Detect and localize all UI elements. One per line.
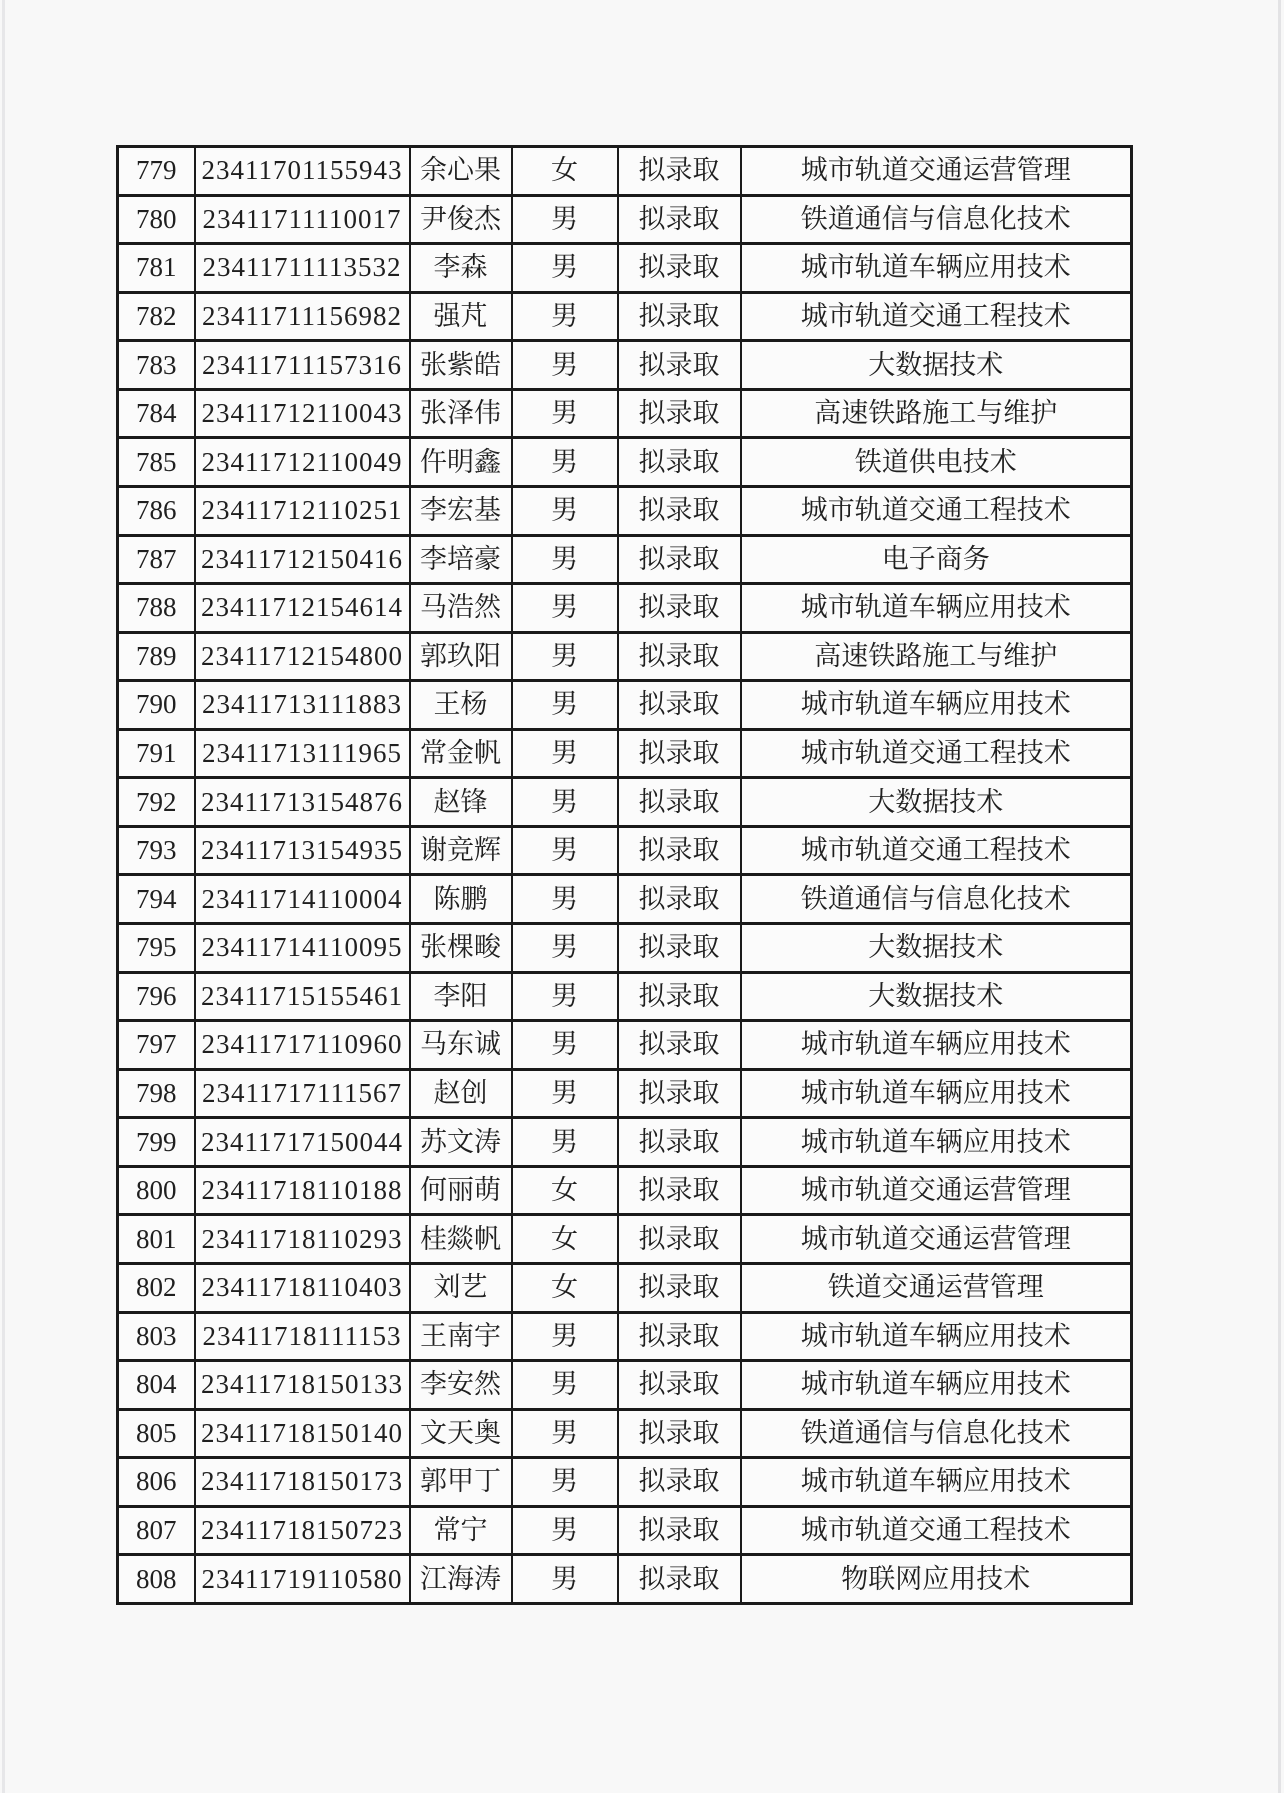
- gender-cell: 男: [512, 924, 618, 973]
- row-number-cell: 780: [118, 195, 195, 244]
- major-cell: 城市轨道交通工程技术: [741, 1506, 1132, 1555]
- table-row: [118, 1069, 1132, 1118]
- major-cell: 城市轨道交通工程技术: [741, 292, 1132, 341]
- major-cell: 铁道交通运营管理: [741, 1263, 1132, 1312]
- student-name-cell: 强芃: [410, 292, 512, 341]
- admission-status-cell: 拟录取: [618, 1215, 741, 1264]
- gender-cell: 男: [512, 1506, 618, 1555]
- admission-status-cell: 拟录取: [618, 535, 741, 584]
- major-cell: 城市轨道车辆应用技术: [741, 1312, 1132, 1361]
- admission-status-cell: 拟录取: [618, 486, 741, 535]
- admission-status-cell: 拟录取: [618, 1555, 741, 1604]
- exam-id-cell: 23411712110049: [195, 438, 410, 487]
- exam-id-cell: 23411712110251: [195, 486, 410, 535]
- gender-cell: 男: [512, 584, 618, 633]
- gender-cell: 男: [512, 1118, 618, 1167]
- admission-status-cell: 拟录取: [618, 924, 741, 973]
- admission-status-cell: 拟录取: [618, 1312, 741, 1361]
- row-number-cell: 802: [118, 1263, 195, 1312]
- student-name-cell: 李宏基: [410, 486, 512, 535]
- gender-cell: 男: [512, 875, 618, 924]
- gender-cell: 男: [512, 292, 618, 341]
- exam-id-cell: 23411718111153: [195, 1312, 410, 1361]
- exam-id-cell: 23411713111883: [195, 681, 410, 730]
- gender-cell: 男: [512, 729, 618, 778]
- student-name-cell: 马东诚: [410, 1021, 512, 1070]
- major-cell: 铁道供电技术: [741, 438, 1132, 487]
- major-cell: 大数据技术: [741, 341, 1132, 390]
- major-cell: 铁道通信与信息化技术: [741, 195, 1132, 244]
- admission-status-cell: 拟录取: [618, 1069, 741, 1118]
- table-row: [118, 292, 1132, 341]
- major-cell: 城市轨道交通工程技术: [741, 729, 1132, 778]
- major-cell: 城市轨道车辆应用技术: [741, 1361, 1132, 1410]
- exam-id-cell: 23411711113532: [195, 244, 410, 293]
- admission-status-cell: 拟录取: [618, 729, 741, 778]
- admission-status-cell: 拟录取: [618, 875, 741, 924]
- exam-id-cell: 23411718110188: [195, 1166, 410, 1215]
- exam-id-cell: 23411715155461: [195, 972, 410, 1021]
- major-cell: 城市轨道交通运营管理: [741, 1166, 1132, 1215]
- gender-cell: 男: [512, 1069, 618, 1118]
- admission-status-cell: 拟录取: [618, 1361, 741, 1410]
- table-row: [118, 195, 1132, 244]
- admission-status-cell: 拟录取: [618, 1409, 741, 1458]
- admission-status-cell: 拟录取: [618, 438, 741, 487]
- major-cell: 城市轨道车辆应用技术: [741, 1021, 1132, 1070]
- major-cell: 铁道通信与信息化技术: [741, 875, 1132, 924]
- student-name-cell: 张泽伟: [410, 389, 512, 438]
- row-number-cell: 789: [118, 632, 195, 681]
- gender-cell: 女: [512, 1263, 618, 1312]
- table-row: [118, 729, 1132, 778]
- admission-status-cell: 拟录取: [618, 389, 741, 438]
- exam-id-cell: 23411719110580: [195, 1555, 410, 1604]
- table-row: [118, 486, 1132, 535]
- gender-cell: 男: [512, 244, 618, 293]
- student-name-cell: 仵明鑫: [410, 438, 512, 487]
- row-number-cell: 792: [118, 778, 195, 827]
- gender-cell: 女: [512, 1215, 618, 1264]
- student-name-cell: 常宁: [410, 1506, 512, 1555]
- exam-id-cell: 23411717111567: [195, 1069, 410, 1118]
- admission-status-cell: 拟录取: [618, 681, 741, 730]
- scan-right-edge: [1278, 0, 1281, 1793]
- row-number-cell: 801: [118, 1215, 195, 1264]
- student-name-cell: 马浩然: [410, 584, 512, 633]
- table-row: [118, 1458, 1132, 1507]
- admission-status-cell: 拟录取: [618, 972, 741, 1021]
- row-number-cell: 805: [118, 1409, 195, 1458]
- exam-id-cell: 23411718150723: [195, 1506, 410, 1555]
- student-name-cell: 江海涛: [410, 1555, 512, 1604]
- student-name-cell: 李安然: [410, 1361, 512, 1410]
- admission-status-cell: 拟录取: [618, 1021, 741, 1070]
- exam-id-cell: 23411718150133: [195, 1361, 410, 1410]
- table-row: [118, 924, 1132, 973]
- row-number-cell: 806: [118, 1458, 195, 1507]
- gender-cell: 男: [512, 826, 618, 875]
- table-row: [118, 438, 1132, 487]
- row-number-cell: 794: [118, 875, 195, 924]
- admission-status-cell: 拟录取: [618, 778, 741, 827]
- major-cell: 大数据技术: [741, 972, 1132, 1021]
- student-name-cell: 赵锋: [410, 778, 512, 827]
- table-row: [118, 1021, 1132, 1070]
- table-row: [118, 1506, 1132, 1555]
- gender-cell: 男: [512, 681, 618, 730]
- exam-id-cell: 23411717110960: [195, 1021, 410, 1070]
- student-name-cell: 何丽萌: [410, 1166, 512, 1215]
- gender-cell: 男: [512, 1409, 618, 1458]
- admission-status-cell: 拟录取: [618, 584, 741, 633]
- exam-id-cell: 23411712150416: [195, 535, 410, 584]
- row-number-cell: 799: [118, 1118, 195, 1167]
- admission-status-cell: 拟录取: [618, 1118, 741, 1167]
- row-number-cell: 804: [118, 1361, 195, 1410]
- gender-cell: 男: [512, 1458, 618, 1507]
- gender-cell: 女: [512, 147, 618, 196]
- admission-status-cell: 拟录取: [618, 147, 741, 196]
- row-number-cell: 784: [118, 389, 195, 438]
- table-row: [118, 1166, 1132, 1215]
- admission-status-cell: 拟录取: [618, 1506, 741, 1555]
- row-number-cell: 791: [118, 729, 195, 778]
- major-cell: 电子商务: [741, 535, 1132, 584]
- gender-cell: 男: [512, 1555, 618, 1604]
- admission-status-cell: 拟录取: [618, 1166, 741, 1215]
- table-row: [118, 1215, 1132, 1264]
- row-number-cell: 783: [118, 341, 195, 390]
- row-number-cell: 788: [118, 584, 195, 633]
- admission-roster-body: [118, 147, 1132, 1604]
- table-row: [118, 535, 1132, 584]
- gender-cell: 男: [512, 389, 618, 438]
- admission-status-cell: 拟录取: [618, 292, 741, 341]
- student-name-cell: 郭玖阳: [410, 632, 512, 681]
- admission-status-cell: 拟录取: [618, 826, 741, 875]
- row-number-cell: 796: [118, 972, 195, 1021]
- table-row: [118, 1409, 1132, 1458]
- row-number-cell: 782: [118, 292, 195, 341]
- student-name-cell: 王杨: [410, 681, 512, 730]
- table-row: [118, 972, 1132, 1021]
- table-row: [118, 1361, 1132, 1410]
- major-cell: 大数据技术: [741, 924, 1132, 973]
- major-cell: 城市轨道车辆应用技术: [741, 1458, 1132, 1507]
- exam-id-cell: 23411718150173: [195, 1458, 410, 1507]
- gender-cell: 男: [512, 972, 618, 1021]
- row-number-cell: 781: [118, 244, 195, 293]
- row-number-cell: 807: [118, 1506, 195, 1555]
- exam-id-cell: 23411718150140: [195, 1409, 410, 1458]
- student-name-cell: 李森: [410, 244, 512, 293]
- exam-id-cell: 23411712154614: [195, 584, 410, 633]
- exam-id-cell: 23411712110043: [195, 389, 410, 438]
- table-row: [118, 875, 1132, 924]
- major-cell: 高速铁路施工与维护: [741, 632, 1132, 681]
- gender-cell: 男: [512, 1021, 618, 1070]
- student-name-cell: 谢竞辉: [410, 826, 512, 875]
- major-cell: 城市轨道车辆应用技术: [741, 584, 1132, 633]
- exam-id-cell: 23411718110293: [195, 1215, 410, 1264]
- major-cell: 城市轨道交通运营管理: [741, 1215, 1132, 1264]
- student-name-cell: 郭甲丁: [410, 1458, 512, 1507]
- student-name-cell: 赵创: [410, 1069, 512, 1118]
- exam-id-cell: 23411713154876: [195, 778, 410, 827]
- row-number-cell: 790: [118, 681, 195, 730]
- student-name-cell: 李阳: [410, 972, 512, 1021]
- gender-cell: 男: [512, 632, 618, 681]
- major-cell: 城市轨道车辆应用技术: [741, 681, 1132, 730]
- admission-status-cell: 拟录取: [618, 341, 741, 390]
- student-name-cell: 陈鹏: [410, 875, 512, 924]
- row-number-cell: 785: [118, 438, 195, 487]
- major-cell: 高速铁路施工与维护: [741, 389, 1132, 438]
- student-name-cell: 李培豪: [410, 535, 512, 584]
- gender-cell: 男: [512, 195, 618, 244]
- gender-cell: 男: [512, 486, 618, 535]
- student-name-cell: 王南宇: [410, 1312, 512, 1361]
- gender-cell: 男: [512, 778, 618, 827]
- major-cell: 铁道通信与信息化技术: [741, 1409, 1132, 1458]
- table-row: [118, 147, 1132, 196]
- table-row: [118, 389, 1132, 438]
- row-number-cell: 803: [118, 1312, 195, 1361]
- admission-roster-table: [116, 145, 1133, 1605]
- exam-id-cell: 23411712154800: [195, 632, 410, 681]
- student-name-cell: 文天奥: [410, 1409, 512, 1458]
- major-cell: 城市轨道交通运营管理: [741, 147, 1132, 196]
- exam-id-cell: 23411711110017: [195, 195, 410, 244]
- table-row: [118, 632, 1132, 681]
- scan-left-edge: [2, 0, 5, 1793]
- student-name-cell: 余心果: [410, 147, 512, 196]
- student-name-cell: 桂燚帆: [410, 1215, 512, 1264]
- row-number-cell: 779: [118, 147, 195, 196]
- student-name-cell: 刘艺: [410, 1263, 512, 1312]
- table-row: [118, 1312, 1132, 1361]
- exam-id-cell: 23411713111965: [195, 729, 410, 778]
- gender-cell: 男: [512, 1312, 618, 1361]
- major-cell: 城市轨道交通工程技术: [741, 486, 1132, 535]
- gender-cell: 男: [512, 438, 618, 487]
- exam-id-cell: 23411714110095: [195, 924, 410, 973]
- exam-id-cell: 23411711156982: [195, 292, 410, 341]
- major-cell: 城市轨道车辆应用技术: [741, 1118, 1132, 1167]
- student-name-cell: 常金帆: [410, 729, 512, 778]
- admission-status-cell: 拟录取: [618, 1263, 741, 1312]
- gender-cell: 女: [512, 1166, 618, 1215]
- row-number-cell: 786: [118, 486, 195, 535]
- exam-id-cell: 23411717150044: [195, 1118, 410, 1167]
- table-row: [118, 826, 1132, 875]
- row-number-cell: 797: [118, 1021, 195, 1070]
- row-number-cell: 795: [118, 924, 195, 973]
- table-row: [118, 1118, 1132, 1167]
- row-number-cell: 798: [118, 1069, 195, 1118]
- major-cell: 城市轨道车辆应用技术: [741, 1069, 1132, 1118]
- admission-status-cell: 拟录取: [618, 244, 741, 293]
- row-number-cell: 800: [118, 1166, 195, 1215]
- exam-id-cell: 23411701155943: [195, 147, 410, 196]
- admission-status-cell: 拟录取: [618, 1458, 741, 1507]
- student-name-cell: 苏文涛: [410, 1118, 512, 1167]
- major-cell: 物联网应用技术: [741, 1555, 1132, 1604]
- gender-cell: 男: [512, 535, 618, 584]
- student-name-cell: 张紫皓: [410, 341, 512, 390]
- table-row: [118, 584, 1132, 633]
- gender-cell: 男: [512, 1361, 618, 1410]
- table-row: [118, 681, 1132, 730]
- table-row: [118, 341, 1132, 390]
- table-row: [118, 1555, 1132, 1604]
- row-number-cell: 793: [118, 826, 195, 875]
- exam-id-cell: 23411713154935: [195, 826, 410, 875]
- major-cell: 城市轨道交通工程技术: [741, 826, 1132, 875]
- major-cell: 城市轨道车辆应用技术: [741, 244, 1132, 293]
- exam-id-cell: 23411714110004: [195, 875, 410, 924]
- major-cell: 大数据技术: [741, 778, 1132, 827]
- admission-status-cell: 拟录取: [618, 195, 741, 244]
- table-row: [118, 1263, 1132, 1312]
- student-name-cell: 尹俊杰: [410, 195, 512, 244]
- gender-cell: 男: [512, 341, 618, 390]
- table-row: [118, 778, 1132, 827]
- exam-id-cell: 23411711157316: [195, 341, 410, 390]
- row-number-cell: 808: [118, 1555, 195, 1604]
- student-name-cell: 张棵畯: [410, 924, 512, 973]
- row-number-cell: 787: [118, 535, 195, 584]
- exam-id-cell: 23411718110403: [195, 1263, 410, 1312]
- table-row: [118, 244, 1132, 293]
- admission-status-cell: 拟录取: [618, 632, 741, 681]
